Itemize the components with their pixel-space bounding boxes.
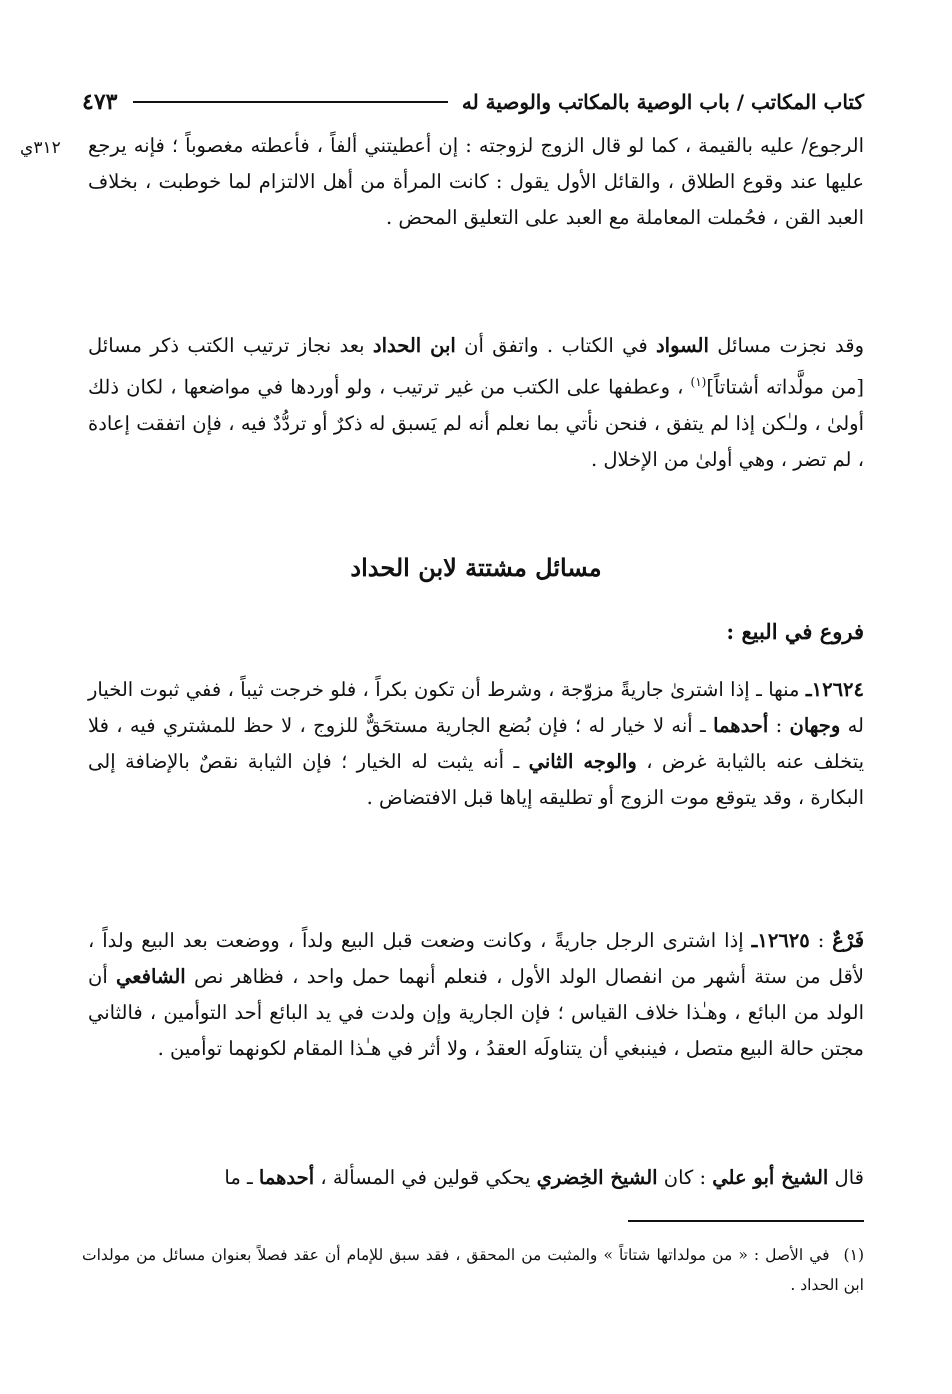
margin-note: ٣١٢ي: [20, 138, 61, 158]
paragraph-intro: [88, 328, 864, 478]
bold-name: الشيخ الخِضري: [536, 1166, 658, 1189]
running-header: [82, 82, 864, 122]
bold-term: أحدهما: [713, 714, 769, 737]
text-run: إذا اشترى الرجل جاريةً ، وكانت وضعت قبل البيع ولداً ، ووضعت بعد البيع ولداً ، لأقل من ستة أشهر من انفصال الولد الأول ، فنعلم أنهما حمل واحد ، فظاهر نص: [88, 929, 864, 988]
text-run: ـ أنه لا خيار له ؛ فإن بُضع الجارية مستحَقٌّ للزوج ، لا حظ للمشتري فيه ، فلا يتخلف عنه بالثيابة غرض ،: [88, 714, 865, 773]
header-rule: [133, 101, 447, 103]
header-title: كتاب المكاتب / باب الوصية بالمكاتب والوصية له: [461, 90, 864, 114]
text-run: ـ ما: [224, 1166, 259, 1189]
text-run: منها ـ إذا اشترىٰ جاريةً مزوّجة ، وشرط أن تكون بكراً ، فلو خرجت ثيباً ، ففي ثبوت الخيار له: [88, 678, 864, 737]
entry-number: ١٢٦٢٤ـ: [805, 678, 864, 701]
bold-name: ابن الحداد: [372, 334, 456, 357]
text-run: في الكتاب . واتفق أن: [455, 334, 656, 357]
footnote-ref: (١): [690, 375, 707, 389]
footnote: [82, 1240, 864, 1300]
text-run: يحكي قولين في المسألة ،: [314, 1166, 537, 1189]
text-run: ـ أنه يثبت له الخيار ؛ فإن الثيابة نقصٌ بالإضافة إلى البكارة ، وقد يتوقع موت الزوج أو تطليقه إياها قبل الافتضاض .: [88, 750, 864, 809]
section-heading: مسائل مشتتة لابن الحداد: [350, 553, 602, 582]
footnote-text: في الأصل : « من مولداتها شتاتاً » والمثبت من المحقق ، فقد سبق للإمام أن عقد فصلاً بعنوان مسائل من مولدات ابن الحداد .: [82, 1246, 864, 1294]
page-number: ٤٧٣: [82, 89, 118, 115]
paragraph-abu-ali: [88, 1160, 864, 1196]
text-run: أن الولد من البائع ، وهـٰذا خلاف القياس ؛ فإن الجارية وإن ولدت في يد البائع أحد التوأمين ، فالثاني مجتن حالة البيع متصل ، فينبغي أن يتناولَه العقدُ ، ولا أثر في هـٰذا المقام لكونهما توأمين .: [88, 965, 864, 1060]
paragraph-12625: [88, 923, 864, 1067]
text-run: ، وعطفها على الكتب من غير ترتيب ، ولو أوردها في مواضعها ، لكان ذلك أولىٰ ، ولـٰكن إذا لم يتفق ، فنحن نأتي بما نعلم أنه لم يَسبق له ذكرٌ أو تردُّدٌ فيه ، فإن اتفقت إعادة ، لم تضر ، وهي أولىٰ من الإخلال .: [88, 375, 864, 471]
footnote-separator: [628, 1220, 864, 1222]
text-run: :: [809, 929, 833, 952]
text-run: بعد نجاز ترتيب الكتب ذكر مسائل [من مولَّداته أشتاتاً]: [88, 334, 864, 399]
text-run: وقد نجزت مسائل: [708, 334, 864, 357]
text-run: :: [768, 714, 790, 737]
bold-name: الشيخ أبو علي: [712, 1166, 829, 1189]
footnote-number: (١): [843, 1246, 864, 1264]
far-label: فَرْعٌ: [832, 929, 865, 952]
text-run: : كان: [657, 1166, 713, 1189]
bold-name: الشافعي: [116, 965, 186, 988]
entry-number: ١٢٦٢٥ـ: [751, 929, 810, 952]
bold-term: والوجه الثاني: [528, 750, 637, 773]
text-run: قال: [828, 1166, 864, 1189]
bold-term: أحدهما: [258, 1166, 315, 1189]
subsection-heading: فروع في البيع :: [726, 619, 864, 644]
paragraph-continuation: الرجوع/ عليه بالقيمة ، كما لو قال الزوج لزوجته : إن أعطيتني ألفاً ، فأعطته مغصوباً ؛ فإنه يرجع عليها عند وقوع الطلاق ، والقائل الأول يقول : كانت المرأة من أهل الالتزام لما خوطبت ، بخلاف العبد القن ، فحُملت المعاملة مع العبد على التعليق المحض .: [88, 134, 864, 229]
paragraph-12624: [88, 672, 864, 816]
bold-term: وجهان: [789, 714, 841, 737]
bold-term: السواد: [655, 334, 709, 357]
